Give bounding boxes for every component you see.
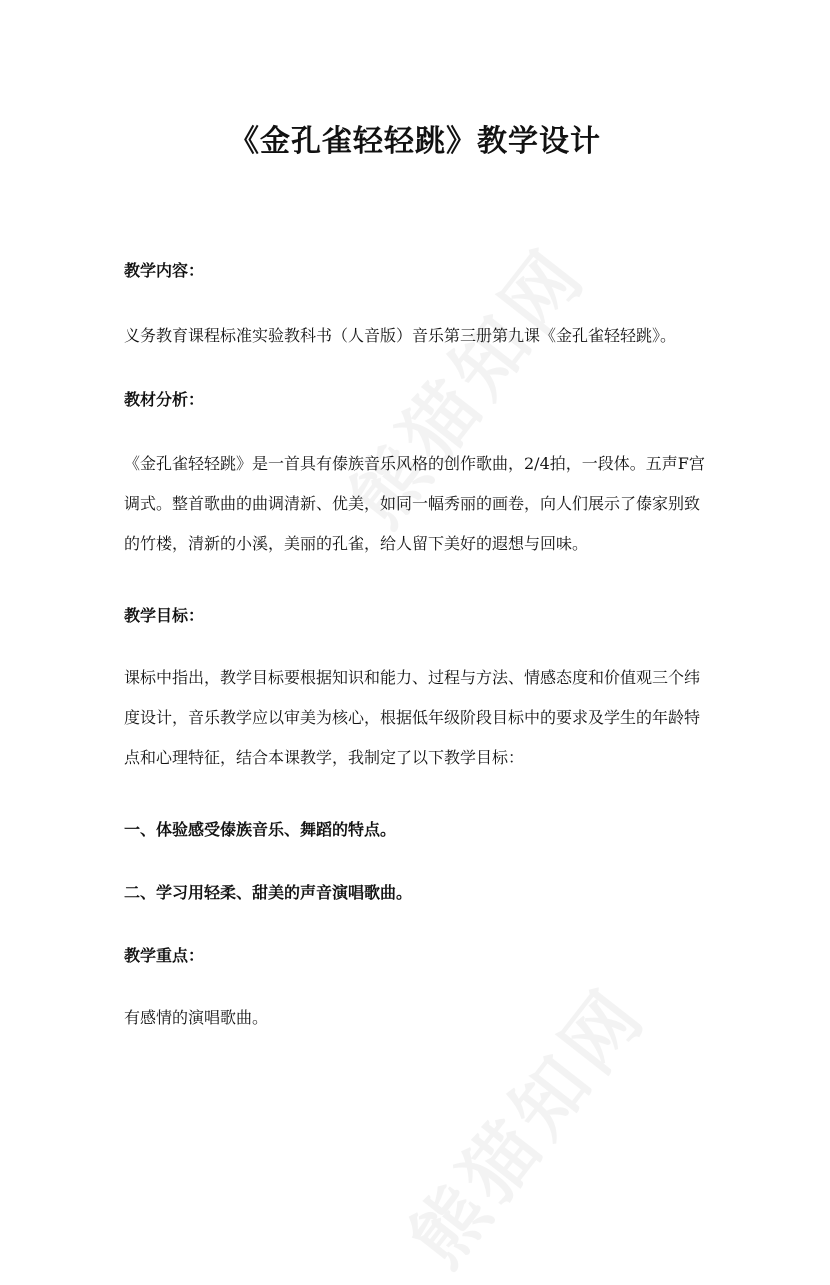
goal-item-2: 二、学习用轻柔、甜美的声音演唱歌曲。 — [124, 883, 413, 902]
teaching-key-heading: 教学重点： — [124, 946, 205, 965]
material-analysis-heading: 教材分析： — [124, 390, 205, 409]
teaching-content-text: 义务教育课程标准实验教科书（人音版）音乐第三册第九课《金孔雀轻轻跳》。 — [124, 326, 677, 345]
teaching-goals-heading: 教学目标： — [124, 606, 205, 625]
document-title: 《金孔雀轻轻跳》教学设计 — [229, 124, 601, 159]
teaching-key-text: 有感情的演唱歌曲。 — [124, 1008, 269, 1027]
teaching-goals-text: 课标中指出，教学目标要根据知识和能力、过程与方法、情感态度和价值观三个纬度设计，音乐教学应以审美为核心，根据低年级阶段目标中的要求及学生的年龄特点和心理特征，结合本课教学，我制定了以下教学目标： — [124, 668, 701, 767]
goal-item-1: 一、体验感受傣族音乐、舞蹈的特点。 — [124, 820, 397, 839]
material-analysis-text: 《金孔雀轻轻跳》是一首具有傣族音乐风格的创作歌曲，2/4拍，一段体。五声F宫调式。整首歌曲的曲调清新、优美，如同一幅秀丽的画卷，向人们展示了傣家别致的竹楼，清新的小溪，美丽的孔雀，给人留下美好的遐想与回味。 — [124, 454, 705, 553]
teaching-content-heading: 教学内容： — [124, 261, 205, 280]
